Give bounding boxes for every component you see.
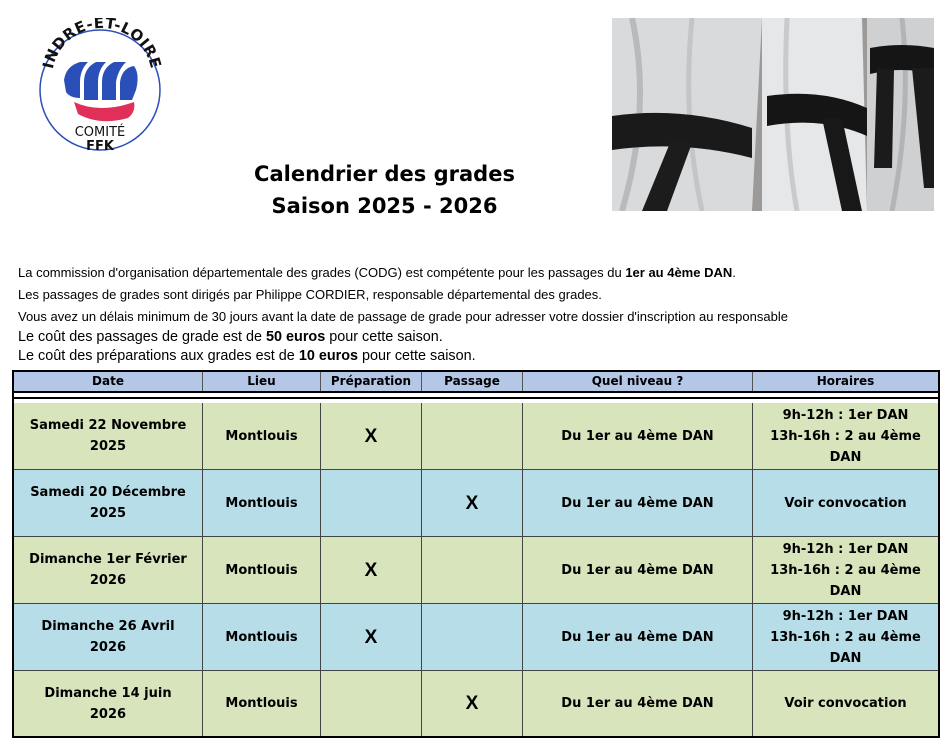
- info-block: [18, 262, 938, 366]
- cell-niveau: Du 1er au 4ème DAN: [523, 604, 753, 670]
- header-spacer: [14, 393, 938, 399]
- cell-preparation: X: [321, 537, 422, 603]
- cell-date: Dimanche 26 Avril 2026: [14, 604, 203, 670]
- cell-date: Dimanche 14 juin 2026: [14, 671, 203, 736]
- cell-passage: [422, 537, 523, 603]
- cell-lieu: Montlouis: [203, 470, 321, 536]
- cell-lieu: Montlouis: [203, 671, 321, 736]
- header-lieu: Lieu: [203, 372, 321, 391]
- cell-preparation: [321, 671, 422, 736]
- cell-passage: [422, 604, 523, 670]
- cell-date: Dimanche 1er Février 2026: [14, 537, 203, 603]
- table-row: [14, 470, 938, 537]
- cell-date: Samedi 20 Décembre 2025: [14, 470, 203, 536]
- cell-horaires: 9h-12h : 1er DAN 13h-16h : 2 au 4ème DAN: [770, 407, 921, 465]
- info-line-4: Le coût des passages de grade est de 50 euros pour cette saison.: [18, 329, 443, 345]
- cell-preparation: X: [321, 403, 422, 469]
- cell-horaires: Voir convocation: [784, 696, 907, 711]
- cell-horaires: Voir convocation: [784, 495, 907, 511]
- info-line-3: Vous avez un délais minimum de 30 jours avant la date de passage de grade pour adresser votre dossier d'inscription au responsable: [18, 309, 788, 324]
- karate-belts-photo: [612, 18, 934, 211]
- cell-passage: X: [422, 671, 523, 736]
- header-horaires: Horaires: [816, 374, 875, 388]
- table-row: [14, 537, 938, 604]
- cell-lieu: Montlouis: [203, 537, 321, 603]
- header-preparation: Préparation: [321, 372, 422, 391]
- cell-preparation: X: [321, 604, 422, 670]
- cell-preparation: [321, 470, 422, 536]
- title-line-2: Saison 2025 - 2026: [271, 194, 498, 218]
- info-line-1: La commission d'organisation départementale des grades (CODG) est compétente pour les passages du 1er au 4ème DAN.: [18, 265, 736, 280]
- svg-text:INDRE-ET-LOIRE: INDRE-ET-LOIRE: [39, 18, 165, 71]
- info-line-5: Le coût des préparations aux grades est de 10 euros pour cette saison.: [18, 348, 476, 364]
- logo-comite: COMITÉ: [74, 125, 126, 140]
- header-date: Date: [14, 372, 203, 391]
- logo-ffk: FFK: [86, 139, 114, 154]
- cell-date: Samedi 22 Novembre 2025: [14, 403, 203, 469]
- grades-table: [12, 370, 940, 738]
- cell-niveau: Du 1er au 4ème DAN: [523, 537, 753, 603]
- cell-lieu: Montlouis: [203, 604, 321, 670]
- ffk-logo: [30, 18, 170, 158]
- cell-horaires: 9h-12h : 1er DAN 13h-16h : 2 au 4ème DAN: [770, 541, 921, 599]
- table-header: [14, 372, 938, 393]
- title-line-1: Calendrier des grades: [254, 162, 515, 186]
- header-passage: Passage: [422, 372, 523, 391]
- info-line-2: Les passages de grades sont dirigés par Philippe CORDIER, responsable départemental des grades.: [18, 287, 602, 302]
- cell-niveau: Du 1er au 4ème DAN: [523, 403, 753, 469]
- table-row: [14, 403, 938, 470]
- header-niveau: Quel niveau ?: [523, 372, 753, 391]
- cell-horaires: 9h-12h : 1er DAN 13h-16h : 2 au 4ème DAN: [770, 608, 921, 666]
- page-title: [232, 158, 537, 222]
- table-row: [14, 671, 938, 736]
- cell-lieu: Montlouis: [203, 403, 321, 469]
- cell-passage: X: [422, 470, 523, 536]
- cell-passage: [422, 403, 523, 469]
- cell-niveau: Du 1er au 4ème DAN: [523, 470, 753, 536]
- cell-niveau: Du 1er au 4ème DAN: [523, 671, 753, 736]
- table-row: [14, 604, 938, 671]
